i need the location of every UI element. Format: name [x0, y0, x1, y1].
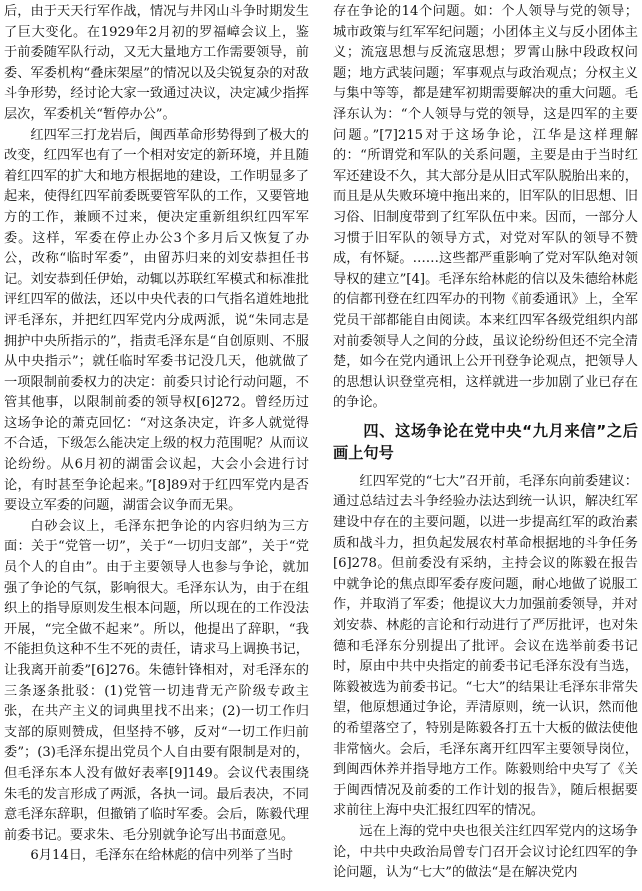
- right-column: [333, 2, 638, 884]
- paragraph: 白砂会议上，毛泽东把争论的内容归纳为三方面：关于“党管一切”，关于“一切归支部”，关于“党员个人的自由”。由于主要领导人也参与争论，就加强了争论的气氛，影响很大。毛泽东认为，由于在组织上的指导原则发生根本问题，所以现在的工作没法开展，“完全做不起来”。所以，他提出了辞职，“我不能担负这种不生不死的责任，请求马上调换书记，让我离开前委”[6]276。朱德针锋相对，对毛泽东的三条逐条批驳：(1)党管一切违背无产阶级专政主张，在共产主义的词典里找不出来；(2)一切工作归支部的原则赞成，但坚持不够，反对“一切工作归前委”；(3)毛泽东提出党员个人自由要有限制是对的，但毛泽东本人没有做好表率[9]149。会议代表围绕朱毛的发言形成了两派，各执一词。最后表决，不同意毛泽东辞职，但撤销了临时军委。会后，陈毅代理前委书记。要求朱、毛分别就争论写出书面意见。: [4, 518, 309, 843]
- paragraph: 红四军党的“七大”召开前，毛泽东向前委建议：通过总结过去斗争经验办法达到统一认识，解决红军建设中存在的主要问题，以进一步提高红军的政治素质和战斗力，担负起发展农村革命根据地的斗争任务[6]278。但前委没有采纳，主持会议的陈毅在报告中就争论的焦点即军委存废问题，耐心地做了说服工作，并取消了军委；他提议大力加强前委领导，并对刘安恭、林彪的言论和行动进行了严厉批评，也对朱德和毛泽东分别提出了批评。会议在选举前委书记时，原由中共中央指定的前委书记毛泽东没有当选，陈毅被选为前委书记。“七大”的结果让毛泽东非常失望，他原想通过争论，弄清原则，统一认识，然而他的希望落空了，特别是陈毅各打五十大板的做法使他非常恼火。会后，毛泽东离开红四军主要领导岗位，到闽西休养并指导地方工作。陈毅则给中央写了《关于闽西情况及前委的工作计划的报告》，随后根据要求前往上海中央汇报红四军的情况。: [333, 473, 638, 819]
- section-heading: 四、这场争论在党中央“九月来信”之后画上句号: [333, 421, 638, 462]
- paragraph: 远在上海的党中央也很关注红四军党内的这场争论，中共中央政治局曾专门召开会议讨论红四军的争论问题，认为“七大”的做法“是在解决党内: [333, 823, 638, 881]
- paragraph: 6月14日，毛泽东在给林彪的信中列举了当时: [30, 848, 293, 864]
- paragraph: 红四军三打龙岩后，闽西革命形势得到了极大的改变，红四军也有了一个相对安定的新环境，并且随着红四军的扩大和地方根据地的建设，工作明显多了起来，使得红四军前委既要管军队的工作，又要管地方的工作，兼顾不过来，便决定重新组织红四军军委。这样，军委在停止办公3个多月后又恢复了办公，改称“临时军委”，由留苏归来的刘安恭担任书记。刘安恭到任伊始，动辄以苏联红军模式和标准批评红四军的做法，还以中央代表的口气指名道姓地批评毛泽东，并把红四军党内分成两派，说“朱同志是拥护中央所指示的”，指责毛泽东是“自创原则、不服从中央指示”；就任临时军委书记没几天，他就做了一项限制前委权力的决定：前委只讨论行动问题，不管其他事，以限制前委的领导权[6]272。曾经历过这场争论的萧克回忆：“对这条决定，许多人就觉得不合适，下级怎么能决定上级的权力范围呢？从而议论纷纷。从6月初的湖雷会议起，大会小会进行讨论，有时甚至争论起来。”[8]89对于红四军党内是否要设立军委的问题，湖雷会议争而无果。: [4, 127, 309, 514]
- paragraph: 后，由于天天行军作战，情况与井冈山斗争时期发生了巨大变化。在1929年2月初的罗福嶂会议上，鉴于前委随军队行动，又无大量地方工作需要领导，前委、军委机构“叠床架屋”的情况以及尖锐复杂的对敌斗争形势，经讨论大家一致通过决议，决定减少指挥层次，军委机关“暂停办公”。: [4, 4, 309, 122]
- left-column: [4, 2, 309, 867]
- paragraph: 存在争论的14个问题。如：个人领导与党的领导；城市政策与红军军纪问题；小团体主义与反小团体主义；流寇思想与反流寇思想；罗霄山脉中段政权问题；地方武装问题；军事观点与政治观点；分权主义与集中等等，都是建军初期需要解决的重大问题。毛泽东认为：“个人领导与党的领导，这是四军的主要问题。”[7]215对于这场争论，江华是这样理解的：“所谓党和军队的关系问题，主要是由于当时红军还建设不久，其大部分是从旧式军队脱胎出来的，而且是从失败环境中拖出来的，旧军队的旧思想、旧习俗、旧制度带到了红军队伍中来。因而，一部分人习惯于旧军队的领导方式，对党对军队的领导不赞成，有怀疑。……这些都严重影响了党对军队绝对领导权的建立”[4]。毛泽东给林彪的信以及朱德给林彪的信都刊登在红四军办的刊物《前委通讯》上，全军党员干部都能自由阅读。本来红四军各级党组织内部对前委领导人之间的分歧，虽议论纷纷但还不完全清楚，如今在党内通讯上公开刊登争论观点，把领导人的思想认识登堂亮相，这样就进一步加剧了业已存在的争论。: [333, 4, 638, 411]
